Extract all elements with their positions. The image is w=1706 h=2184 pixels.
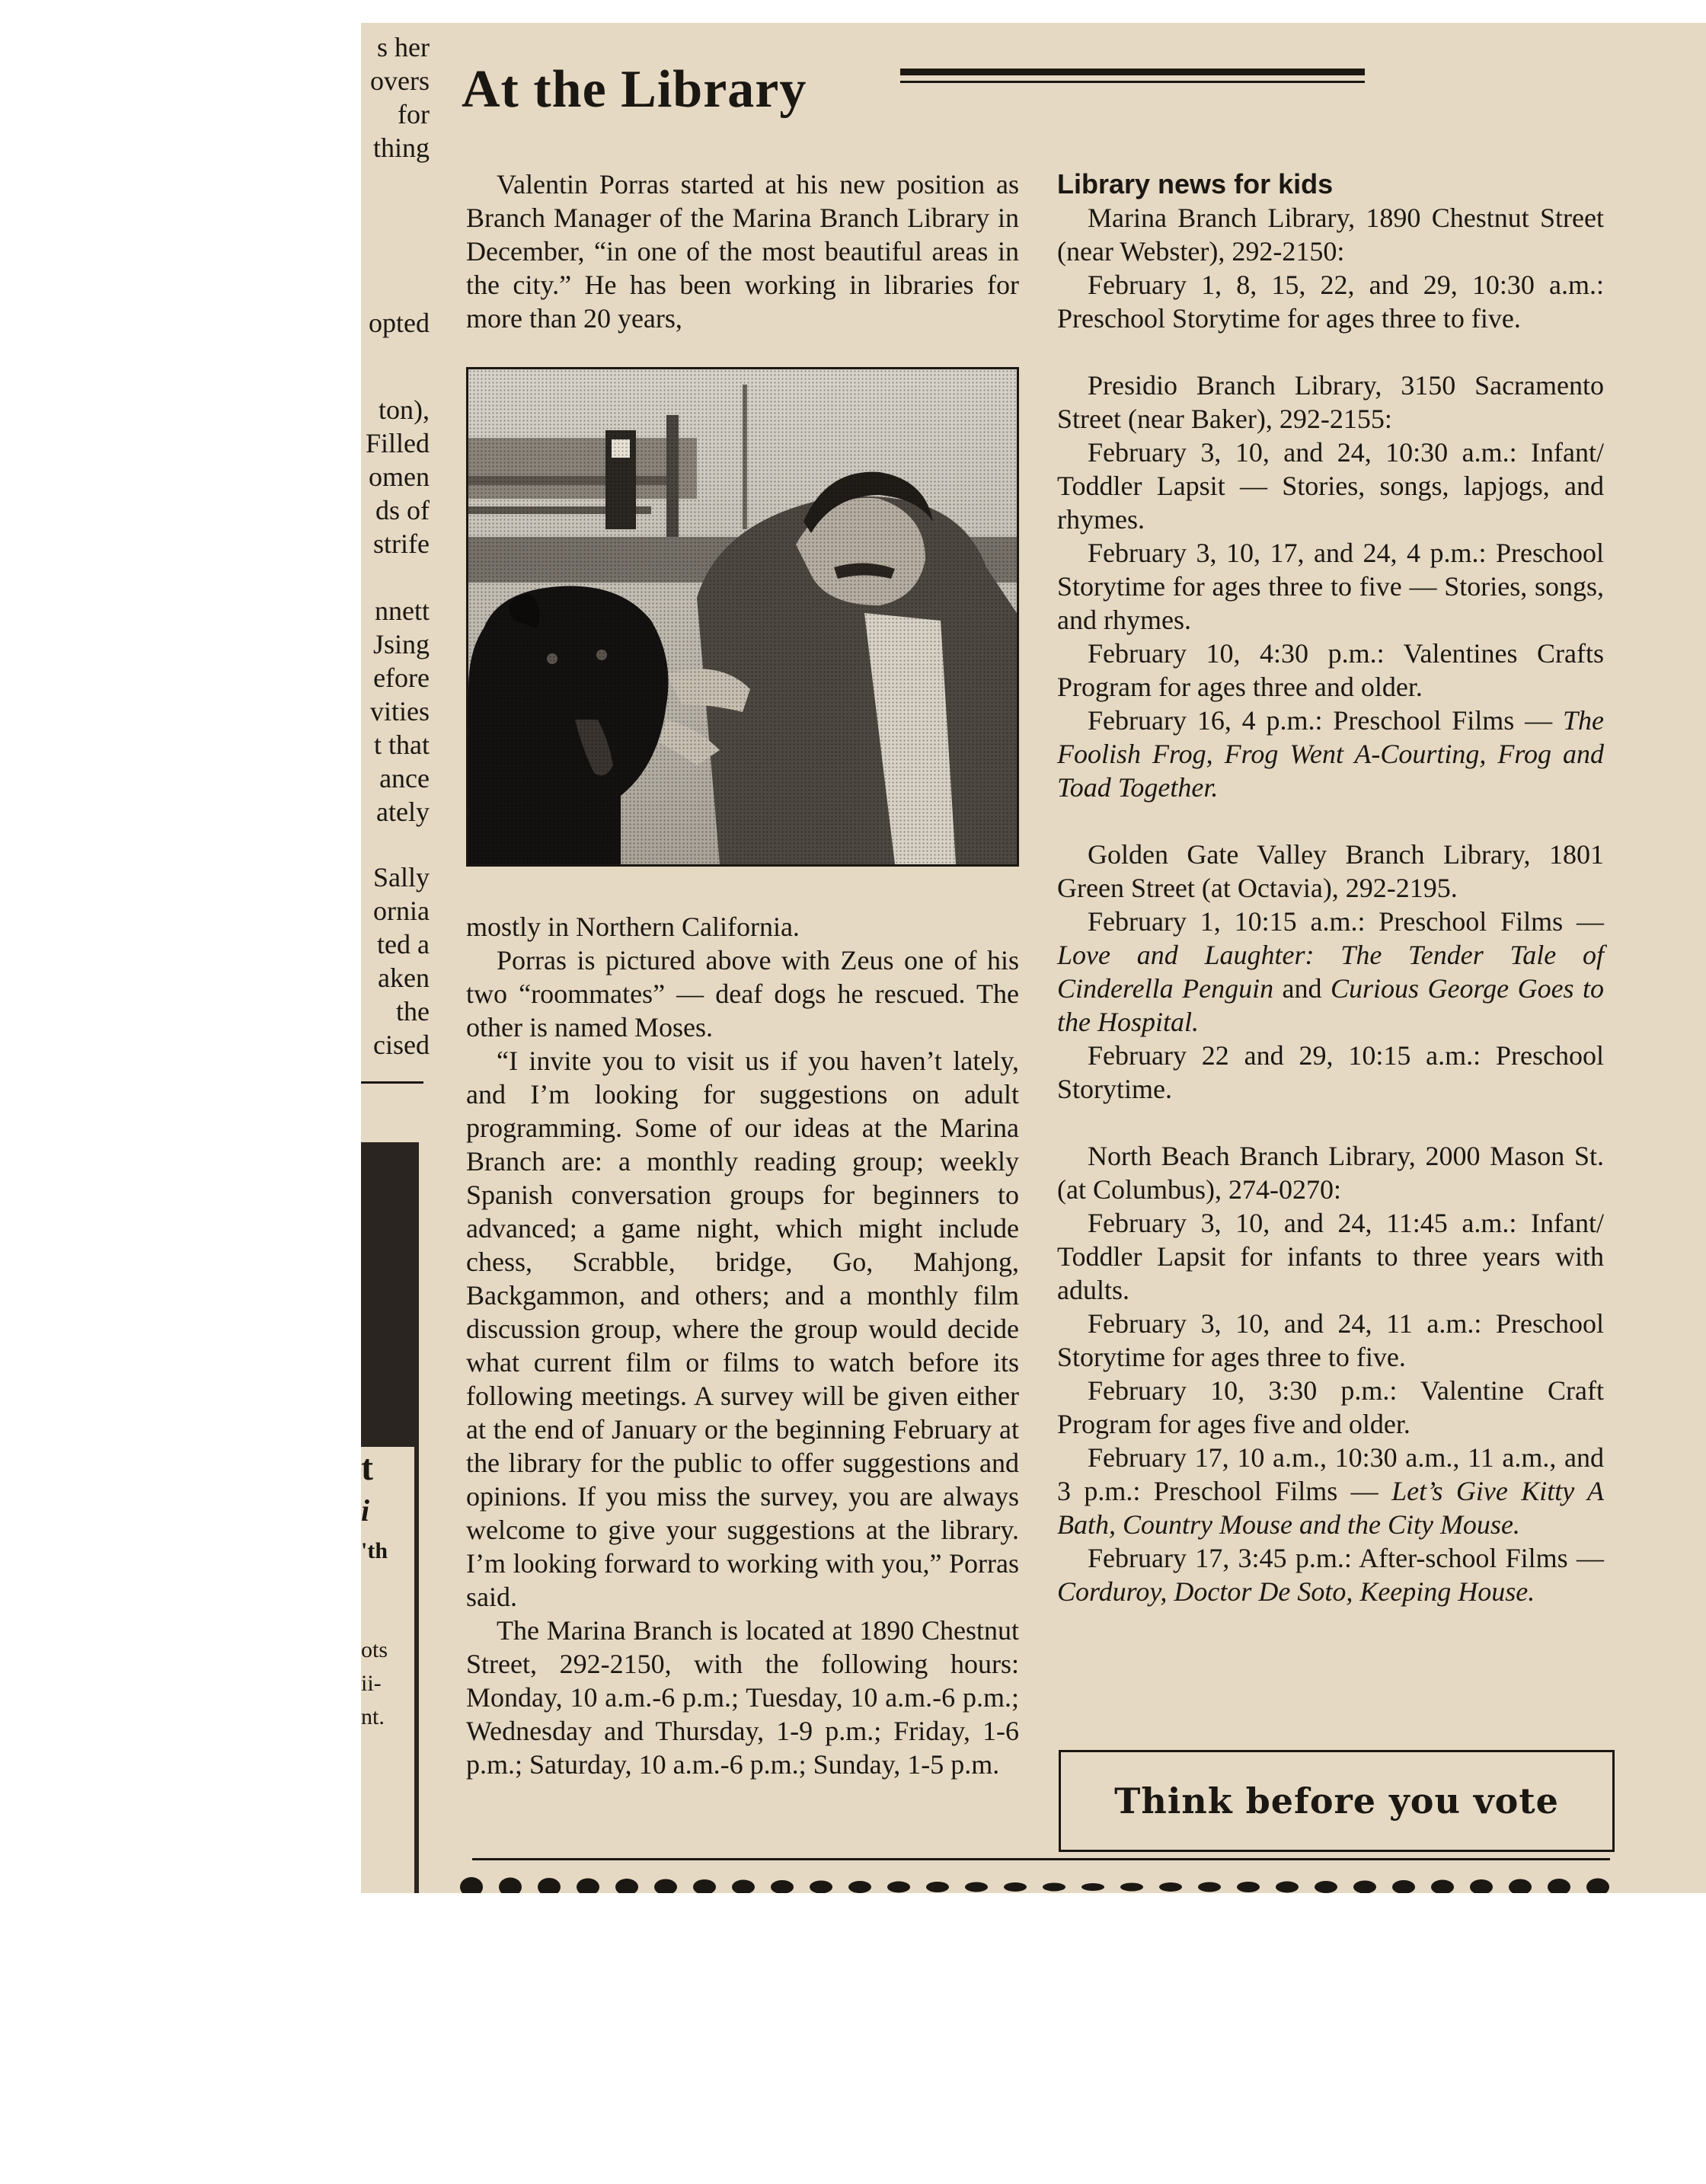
border-dot [654, 1879, 677, 1894]
border-dot [1004, 1882, 1027, 1892]
film-titles: Love and Laughter: The Tender Tale of Cinderella Penguin [1057, 940, 1604, 1004]
neighbor-line: aken [378, 963, 430, 993]
neighbor-column-border [414, 1142, 419, 1893]
neighbor-line: t [361, 1448, 373, 1488]
border-dot [1548, 1879, 1570, 1893]
article-paragraph: Valentin Porras started at his new position as Branch Manager of the Marina Branch Library in December, “in one of the most beautiful areas in the city.” He has been working in libraries for more than 20 years, [466, 169, 1019, 334]
event-item: February 3, 10, and 24, 10:30 a.m.: Infant/ Toddler Lapsit — Stories, songs, lapjogs, and rhymes. [1057, 437, 1604, 535]
photo-image [468, 369, 1017, 864]
neighbor-dark-box [361, 1142, 414, 1447]
neighbor-line: ii- [361, 1671, 382, 1696]
event-films-prefix: February 1, 10:15 a.m.: Preschool Films — [1088, 906, 1604, 937]
event-item [1057, 1441, 1604, 1541]
think-before-you-vote-box: Think before you vote [1059, 1750, 1615, 1852]
border-dot [1159, 1882, 1182, 1892]
border-dot [926, 1882, 949, 1892]
neighbor-line: for [398, 99, 430, 129]
bottom-rule [472, 1858, 1610, 1860]
border-dot [460, 1877, 483, 1893]
event-item: February 1, 8, 15, 22, and 29, 10:30 a.m.: Preschool Storytime for ages three to five. [1057, 270, 1604, 334]
headline: At the Library [462, 60, 807, 119]
neighbor-line: ots [361, 1637, 388, 1662]
border-dot [538, 1878, 561, 1893]
neighbor-line: Jsing [372, 629, 430, 659]
border-dot [577, 1879, 599, 1894]
border-dot [615, 1879, 638, 1893]
neighbor-line: 'th [361, 1538, 388, 1563]
neighbor-line: nt. [361, 1704, 385, 1729]
border-dot [887, 1882, 910, 1893]
article-paragraph: Porras is pictured above with Zeus one of his two “roommates” — deaf dogs he rescued. The other is named Moses. [466, 945, 1019, 1043]
border-dot [1509, 1879, 1532, 1894]
branch-address-presidio: Presidio Branch Library, 3150 Sacramento Street (near Baker), 292-2155: [1057, 370, 1604, 434]
dot-border [452, 1876, 1625, 1893]
neighbor-line: ornia [373, 896, 430, 926]
event-item: February 3, 10, and 24, 11 a.m.: Preschool Storytime for ages three to five. [1057, 1308, 1604, 1372]
border-dot [1586, 1879, 1609, 1894]
neighbor-line: strife [373, 528, 430, 559]
border-dot [1198, 1882, 1221, 1892]
article-paragraph: “I invite you to visit us if you haven’t lately, and I’m looking for suggestions on adult programming. Some of our ideas at the Marina Branch are: a monthly reading group; weekly Spanish conversation groups for beginners to advanced; a game night, which might include chess, Scrabble, bridge, Go, Mahjong, Backgammon, and others; and a monthly film discussion group, where the group would decide what current film or films to watch before its following meetings. A survey will be given either at the end of January or the beginning February at the library for the public to offer suggestions and opinions. If you miss the survey, you are always welcome to give your suggestions at the library. I’m looking forward to working with you,” Porras said. [466, 1046, 1019, 1612]
neighbor-line: opted [369, 308, 430, 338]
event-item: February 22 and 29, 10:15 a.m.: Preschool Storytime. [1057, 1040, 1604, 1104]
article-body [466, 910, 1019, 1781]
event-item: February 10, 4:30 p.m.: Valentines Crafts Program for ages three and older. [1057, 638, 1604, 702]
neighbor-line: nnett [375, 595, 430, 626]
neighbor-line: i [361, 1493, 370, 1528]
event-item: February 3, 10, 17, and 24, 4 p.m.: Preschool Storytime for ages three to five — Stories, songs, and rhymes. [1057, 538, 1604, 635]
border-dot [1315, 1881, 1337, 1893]
border-dot [1470, 1879, 1493, 1893]
border-dot [499, 1878, 522, 1894]
border-dot [693, 1879, 716, 1893]
border-dot [848, 1881, 871, 1893]
film-titles: Corduroy, Doctor De Soto, Keeping House. [1057, 1576, 1535, 1607]
neighbor-line: ted a [377, 929, 430, 959]
neighbor-line: ately [376, 797, 430, 827]
event-item [1057, 1541, 1604, 1608]
neighbor-line: Sally [372, 862, 430, 892]
film-titles-conjunction: and [1282, 973, 1322, 1004]
event-films-prefix: February 17, 10 a.m., 10:30 a.m., 11 a.m., and 3 p.m.: Preschool Films — [1057, 1442, 1604, 1506]
article-continuation: mostly in Northern California. [466, 912, 800, 942]
event-films-prefix: February 16, 4 p.m.: Preschool Films — [1088, 705, 1553, 736]
article-intro [466, 168, 1019, 335]
neighbor-rule [361, 1081, 423, 1084]
film-titles: Curious George Goes to the Hospital. [1057, 973, 1605, 1037]
border-dot [1120, 1883, 1143, 1892]
border-dot [1431, 1880, 1454, 1894]
border-dot [1392, 1880, 1415, 1893]
border-dot [1276, 1882, 1299, 1893]
film-titles: Let’s Give Kitty A Bath, Country Mouse and the City Mouse. [1057, 1476, 1605, 1540]
border-dot [810, 1881, 832, 1894]
event-item [1057, 704, 1604, 804]
article-paragraph: The Marina Branch is located at 1890 Chestnut Street, 292-2150, with the following hours: Monday, 10 a.m.-6 p.m.; Tuesday, 10 a.m.-6 p.m.; Wednesday and Thursday, 1-9 p.m.; Friday, 1-6 p.m.; Saturday, 10 a.m.-6 p.m.; Sunday, 1-5 p.m. [466, 1615, 1019, 1780]
neighbor-line: thing [372, 133, 430, 163]
neighbor-line: the [396, 996, 430, 1027]
branch-address-golden-gate: Golden Gate Valley Branch Library, 1801 Green Street (at Octavia), 292-2195. [1057, 839, 1604, 903]
border-dot [1237, 1882, 1260, 1892]
branch-address-marina: Marina Branch Library, 1890 Chestnut Street (near Webster), 292-2150: [1057, 203, 1604, 267]
border-dot [1043, 1883, 1065, 1892]
neighbor-line: s her [377, 32, 430, 62]
border-dot [1081, 1883, 1104, 1891]
headline-rule [900, 81, 1365, 83]
event-item: February 10, 3:30 p.m.: Valentine Craft Program for ages five and older. [1057, 1375, 1604, 1439]
border-dot [771, 1880, 794, 1893]
event-item [1057, 905, 1604, 1039]
neighbor-line: overs [370, 65, 430, 96]
kids-news-title: Library news for kids [1057, 168, 1334, 200]
photo-porras-with-dog [466, 367, 1019, 867]
film-titles: The Foolish Frog, Frog Went A-Courting, Frog and Toad Together. [1057, 705, 1604, 803]
neighbor-line: Filled [365, 428, 430, 458]
event-item: February 3, 10, and 24, 11:45 a.m.: Infant/ Toddler Lapsit for infants to three years with adults. [1057, 1208, 1604, 1305]
neighbor-line: omen [369, 461, 430, 492]
neighbor-line: ance [379, 763, 430, 793]
neighbor-line: ds of [375, 495, 430, 525]
neighbor-line: t that [374, 730, 430, 760]
border-dot [965, 1882, 988, 1892]
headline-rule [900, 69, 1365, 75]
neighbor-line: ton), [379, 394, 430, 425]
newspaper-clipping [361, 23, 1706, 1893]
neighbor-line: efore [373, 663, 430, 693]
branch-address-north-beach: North Beach Branch Library, 2000 Mason St. (at Columbus), 274-0270: [1057, 1141, 1604, 1205]
neighbor-line: cised [373, 1030, 430, 1060]
border-dot [1353, 1881, 1376, 1894]
border-dot [732, 1880, 755, 1894]
neighbor-line: vities [370, 696, 430, 726]
kids-news-column [1057, 168, 1604, 1608]
event-films-prefix: February 17, 3:45 p.m.: After-school Films — [1088, 1543, 1604, 1573]
